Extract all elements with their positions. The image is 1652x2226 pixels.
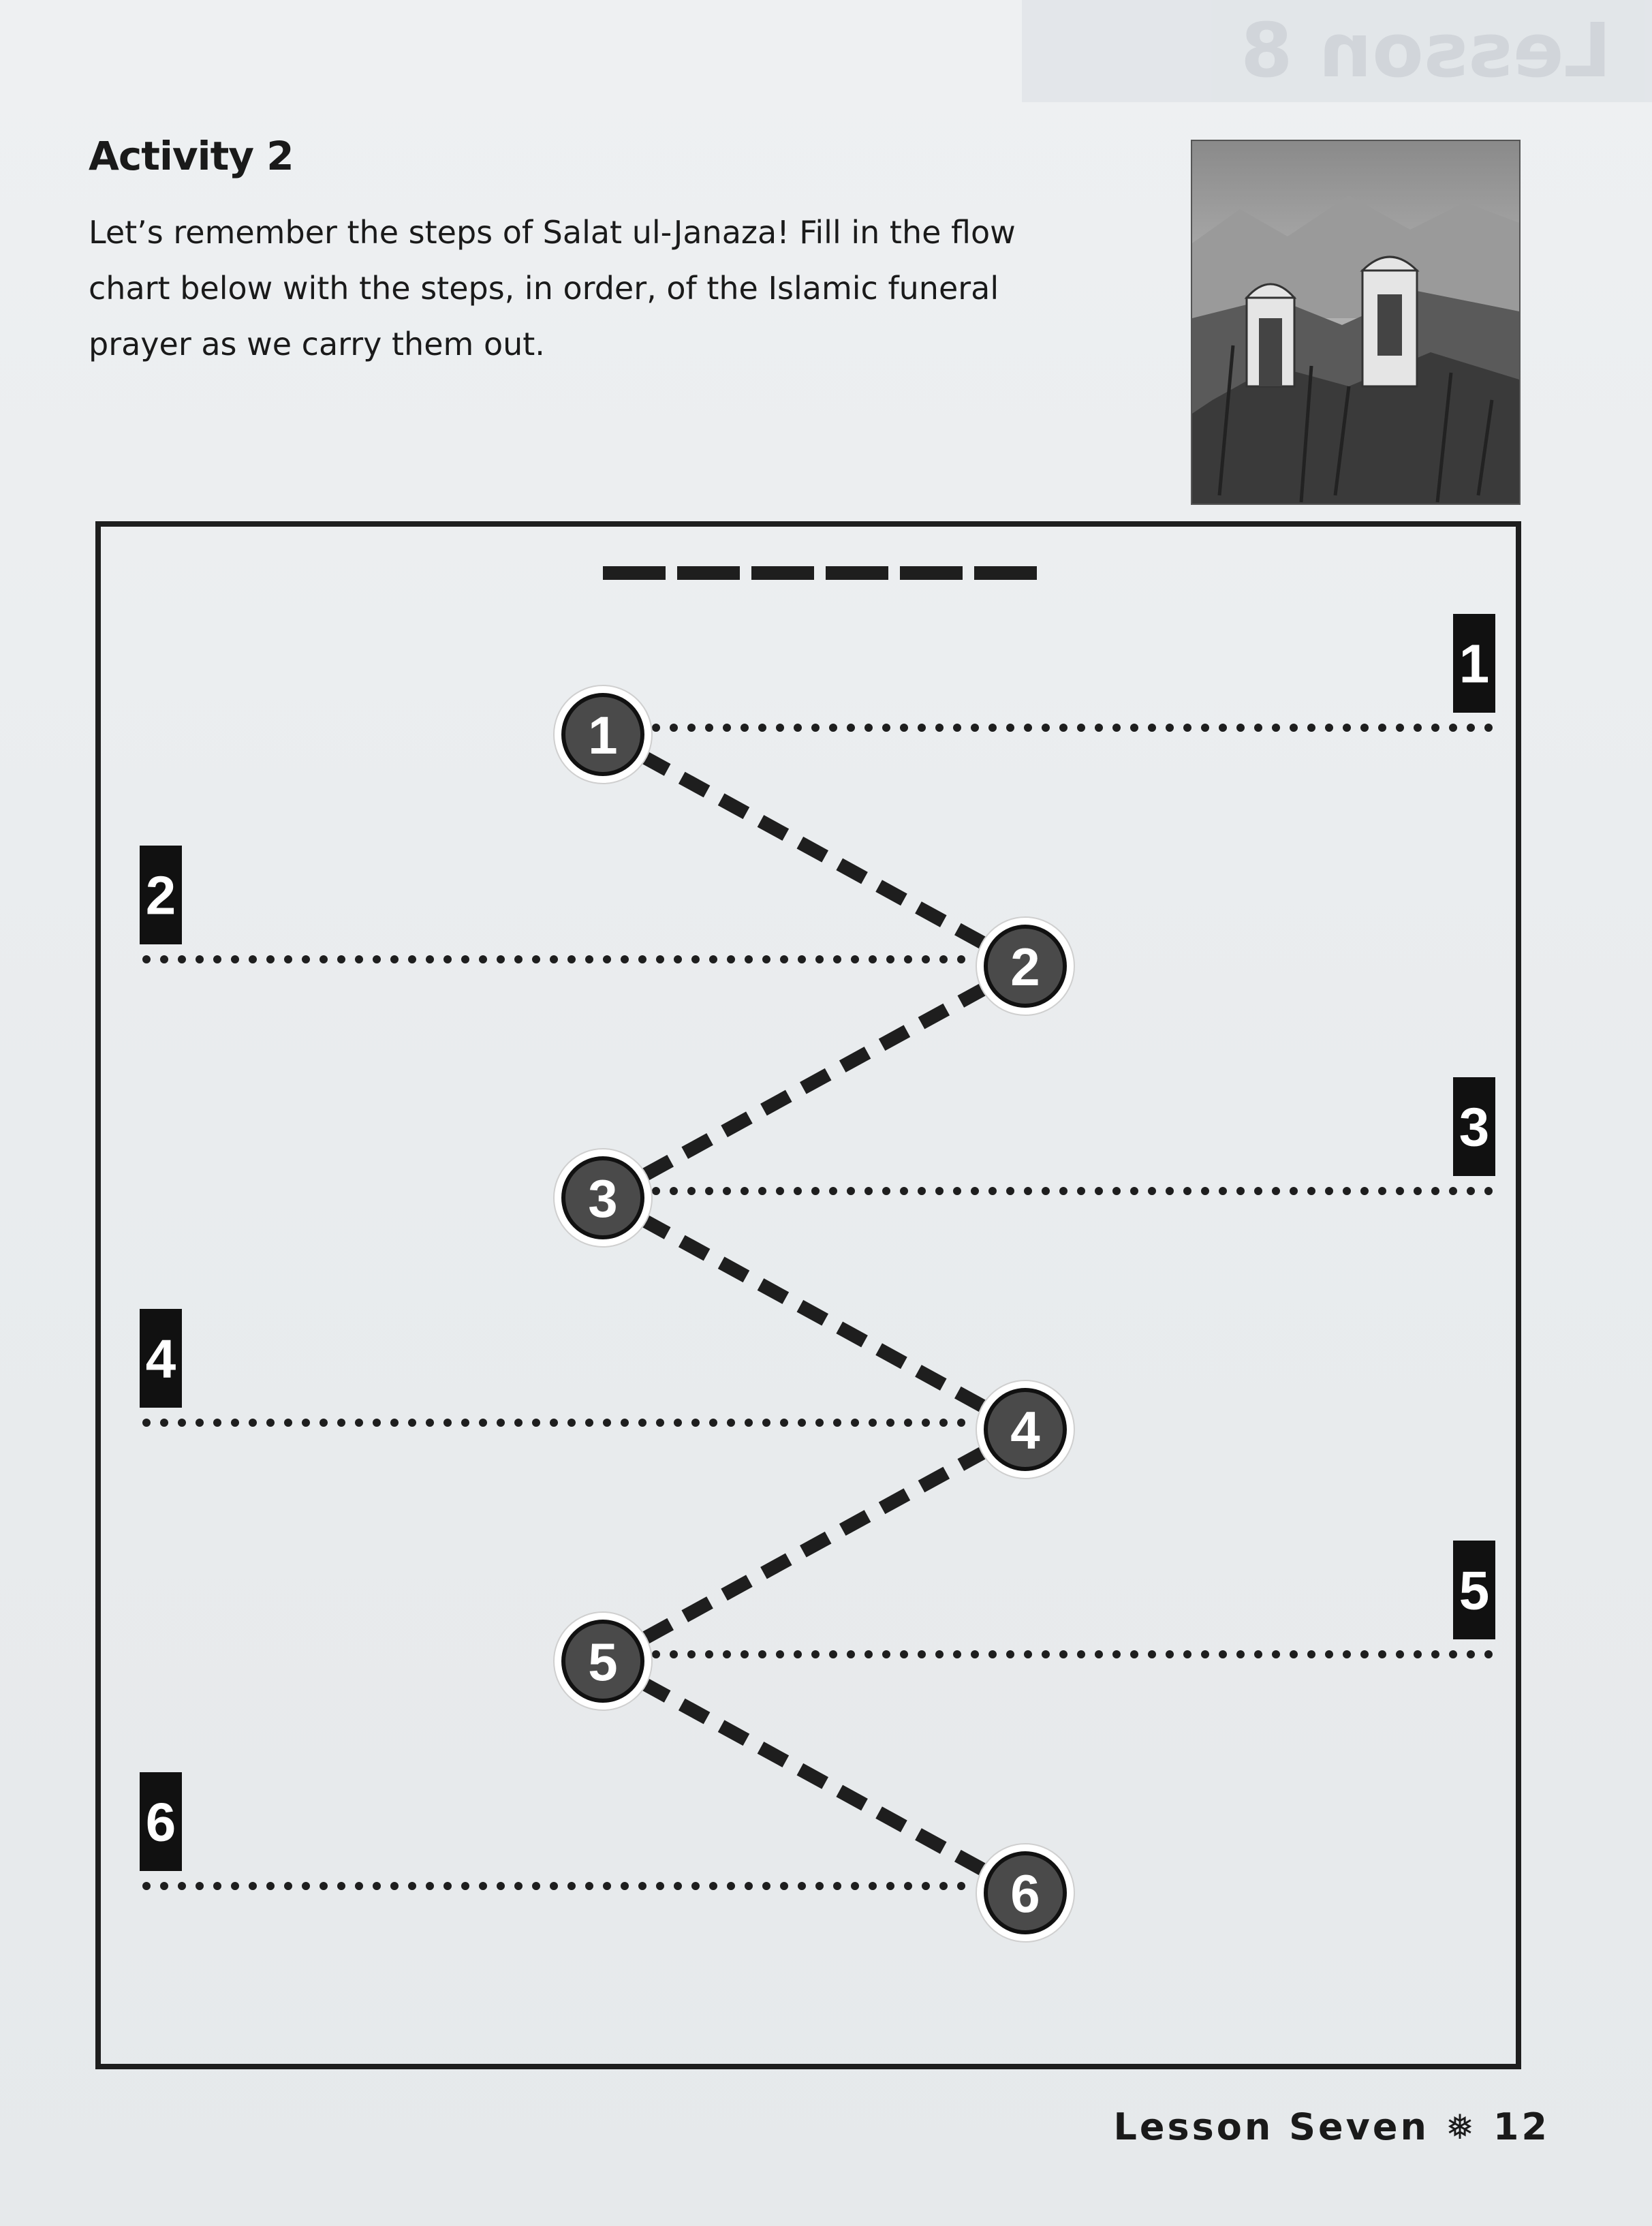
connector-line [603,966,1025,1198]
connector-line [603,1198,1025,1429]
step-node [976,1844,1074,1942]
instruction-line: Let’s remember the steps of Salat ul-Janaza! Fill in the flow [89,214,1016,251]
snowflake-ornament-icon: ❅ [1445,2107,1477,2147]
connector-line [603,1661,1025,1893]
step-box-label: 2 [145,865,176,926]
step-node-label: 4 [1010,1400,1040,1460]
step-number-box [140,1309,182,1408]
step-node-label: 6 [1010,1864,1040,1923]
step-node-label: 5 [588,1632,618,1692]
step-box-label: 3 [1459,1096,1490,1158]
step-node [976,917,1074,1015]
step-node [554,1612,652,1710]
title-blank-dashes [603,566,1037,580]
step-number-box [140,846,182,944]
header-lesson-tag: Lesson 8 [1240,7,1611,94]
step-box-label: 5 [1459,1560,1490,1621]
step-node-label: 3 [588,1169,618,1228]
connector-line [603,1429,1025,1661]
step-node [554,1149,652,1247]
activity-title: Activity 2 [89,133,294,179]
step-node-label: 1 [588,705,618,765]
connector-line [603,735,1025,966]
step-node [976,1380,1074,1479]
step-node [554,685,652,784]
step-node-label: 2 [1010,937,1040,997]
step-box-label: 1 [1459,633,1490,694]
instruction-line: chart below with the steps, in order, of the Islamic funeral [89,270,999,307]
step-number-box [1453,1077,1495,1176]
page-number: 12 [1493,2105,1550,2148]
step-number-box [1453,1541,1495,1639]
instruction-line: prayer as we carry them out. [89,326,545,362]
step-number-box [140,1772,182,1871]
step-box-label: 4 [145,1328,176,1389]
footer-lesson: Lesson Seven [1113,2105,1429,2148]
page-footer [1113,2105,1550,2148]
step-number-box [1453,614,1495,713]
step-box-label: 6 [145,1791,176,1853]
